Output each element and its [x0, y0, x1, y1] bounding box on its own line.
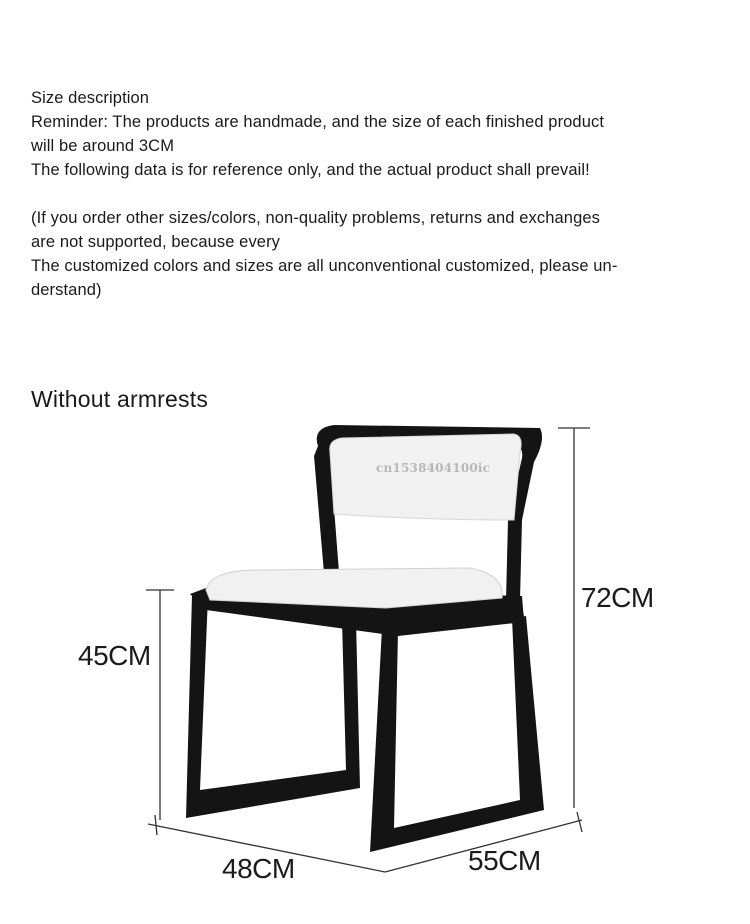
right-side-frame	[370, 616, 544, 852]
width-label: 48CM	[222, 853, 295, 884]
note-line: The customized colors and sizes are all unconventional customized, please un-	[31, 257, 618, 275]
description-line: Reminder: The products are handmade, and the size of each finished product	[31, 113, 605, 131]
seat-cushion	[206, 568, 502, 608]
note-line: derstand)	[31, 281, 102, 299]
seat-height-label: 45CM	[78, 640, 151, 671]
description-line: will be around 3CM	[31, 137, 175, 155]
depth-label: 55CM	[468, 845, 541, 876]
total-height-label: 72CM	[581, 582, 654, 613]
watermark: cn1538404100ic	[376, 461, 491, 475]
chair	[186, 425, 544, 852]
note-line: are not supported, because every	[31, 233, 281, 251]
back-cushion	[330, 434, 521, 520]
description-line: The following data is for reference only, and the actual product shall prevail!	[31, 161, 590, 179]
note-line: (If you order other sizes/colors, non-quality problems, returns and exchanges	[31, 209, 600, 227]
section-title: Without armrests	[31, 386, 209, 412]
front-left-leg	[186, 595, 360, 818]
description-line: Size description	[31, 89, 150, 107]
